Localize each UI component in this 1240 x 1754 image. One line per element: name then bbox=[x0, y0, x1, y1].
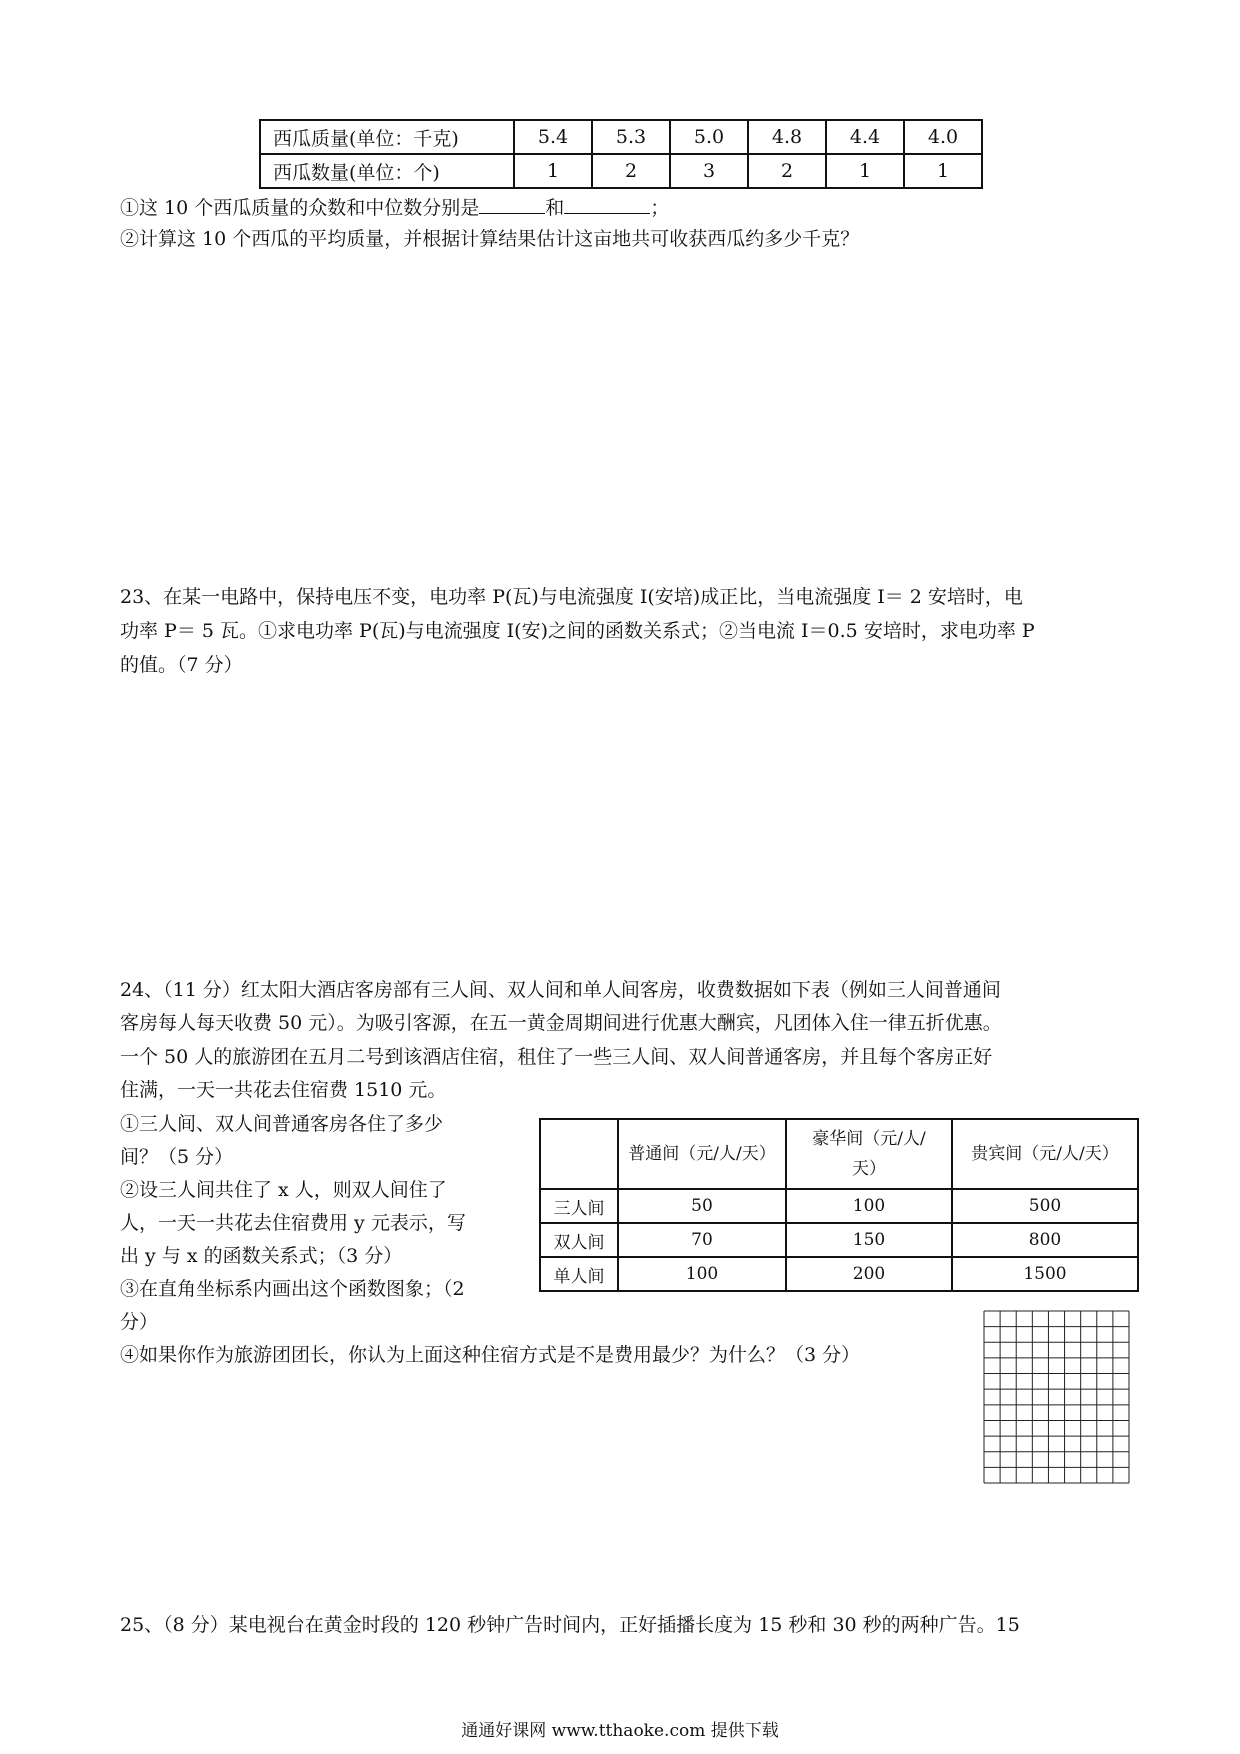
q24-line: 客房每人每天收费 50 元）。为吸引客源，在五一黄金周期间进行优惠大酬宾，凡团体入住一律五折优惠。 bbox=[120, 1012, 1002, 1034]
table-header-cell: 普通间（元/人/天） bbox=[618, 1119, 786, 1189]
table-cell: 1500 bbox=[952, 1257, 1138, 1291]
q23-line: 23、在某一电路中，保持电压不变，电功率 P(瓦)与电流强度 I(安培)成正比，当电流强度 I＝ 2 安培时，电 bbox=[120, 586, 1023, 608]
table-cell: 100 bbox=[786, 1189, 952, 1223]
table-header-cell: 贵宾间（元/人/天） bbox=[952, 1119, 1138, 1189]
q24-part1: 间？（5 分） bbox=[120, 1146, 234, 1168]
table-cell: 5.0 bbox=[670, 120, 748, 154]
row-label: 双人间 bbox=[540, 1223, 618, 1257]
table-row bbox=[260, 120, 982, 154]
table-cell: 200 bbox=[786, 1257, 952, 1291]
q24-part1: ①三人间、双人间普通客房各住了多少 bbox=[120, 1113, 444, 1135]
q24-line: 一个 50 人的旅游团在五月二号到该酒店住宿，租住了一些三人间、双人间普通客房，并且每个客房正好 bbox=[120, 1046, 993, 1068]
page-footer: 通通好课网 www.tthaoke.com 提供下载 bbox=[461, 1721, 779, 1741]
table-header-cell bbox=[786, 1119, 952, 1189]
row-label: 三人间 bbox=[540, 1189, 618, 1223]
q24-part3: 分） bbox=[120, 1311, 159, 1333]
q22-part1 bbox=[120, 193, 669, 223]
table-cell: 1 bbox=[904, 154, 982, 188]
table-cell: 100 bbox=[618, 1257, 786, 1291]
table-cell: 500 bbox=[952, 1189, 1138, 1223]
q24-part3: ③在直角坐标系内画出这个函数图象；（2 bbox=[120, 1278, 465, 1300]
table-cell: 50 bbox=[618, 1189, 786, 1223]
blank-graph-grid[interactable] bbox=[983, 1310, 1130, 1484]
table-cell: 70 bbox=[618, 1223, 786, 1257]
q23-line: 的值。（7 分） bbox=[120, 654, 243, 676]
room-price-table bbox=[539, 1118, 1139, 1292]
q24-line: 24、（11 分）红太阳大酒店客房部有三人间、双人间和单人间客房，收费数据如下表（例如三人间普通间 bbox=[120, 979, 1001, 1001]
row-header: 西瓜数量(单位：个) bbox=[260, 154, 514, 188]
q22-part2: ②计算这 10 个西瓜的平均质量，并根据计算结果估计这亩地共可收获西瓜约多少千克？ bbox=[120, 228, 860, 250]
table-cell: 1 bbox=[514, 154, 592, 188]
q22-part1-text: ①这 10 个西瓜质量的众数和中位数分别是 bbox=[120, 197, 480, 219]
q24-part4: ④如果你作为旅游团团长，你认为上面这种住宿方式是不是费用最少？为什么？（3 分） bbox=[120, 1344, 861, 1366]
q24-part2: ②设三人间共住了 x 人，则双人间住了 bbox=[120, 1179, 447, 1201]
q24-line: 住满，一天一共花去住宿费 1510 元。 bbox=[120, 1079, 447, 1101]
table-cell: 800 bbox=[952, 1223, 1138, 1257]
table-cell: 3 bbox=[670, 154, 748, 188]
table-cell: 2 bbox=[592, 154, 670, 188]
table-row bbox=[260, 154, 982, 188]
table-cell: 5.4 bbox=[514, 120, 592, 154]
table-cell: 2 bbox=[748, 154, 826, 188]
table-header-row bbox=[540, 1119, 1138, 1189]
watermelon-table bbox=[259, 119, 983, 189]
q23-line: 功率 P＝ 5 瓦。①求电功率 P(瓦)与电流强度 I(安)之间的函数关系式；②当电流 I＝0.5 安培时，求电功率 P bbox=[120, 620, 1035, 642]
q22-part1-end: ； bbox=[650, 197, 670, 219]
q24-part2: 人，一天一共花去住宿费用 y 元表示，写 bbox=[120, 1212, 466, 1234]
answer-blank[interactable] bbox=[479, 193, 545, 214]
table-row bbox=[540, 1257, 1138, 1291]
table-header-cell bbox=[540, 1119, 618, 1189]
q22-part1-mid: 和 bbox=[545, 197, 565, 219]
header-text: 天） bbox=[852, 1159, 886, 1179]
table-cell: 4.4 bbox=[826, 120, 904, 154]
answer-blank[interactable] bbox=[564, 193, 650, 214]
table-cell: 150 bbox=[786, 1223, 952, 1257]
table-row bbox=[540, 1223, 1138, 1257]
table-cell: 5.3 bbox=[592, 120, 670, 154]
q25-line: 25、（8 分）某电视台在黄金时段的 120 秒钟广告时间内，正好插播长度为 15 秒和 30 秒的两种广告。15 bbox=[120, 1614, 1020, 1636]
table-cell: 4.0 bbox=[904, 120, 982, 154]
table-cell: 1 bbox=[826, 154, 904, 188]
row-label: 单人间 bbox=[540, 1257, 618, 1291]
table-row bbox=[540, 1189, 1138, 1223]
header-text: 豪华间（元/人/ bbox=[812, 1129, 926, 1149]
table-cell: 4.8 bbox=[748, 120, 826, 154]
q24-part2: 出 y 与 x 的函数关系式；（3 分） bbox=[120, 1245, 403, 1267]
row-header: 西瓜质量(单位：千克) bbox=[260, 120, 514, 154]
